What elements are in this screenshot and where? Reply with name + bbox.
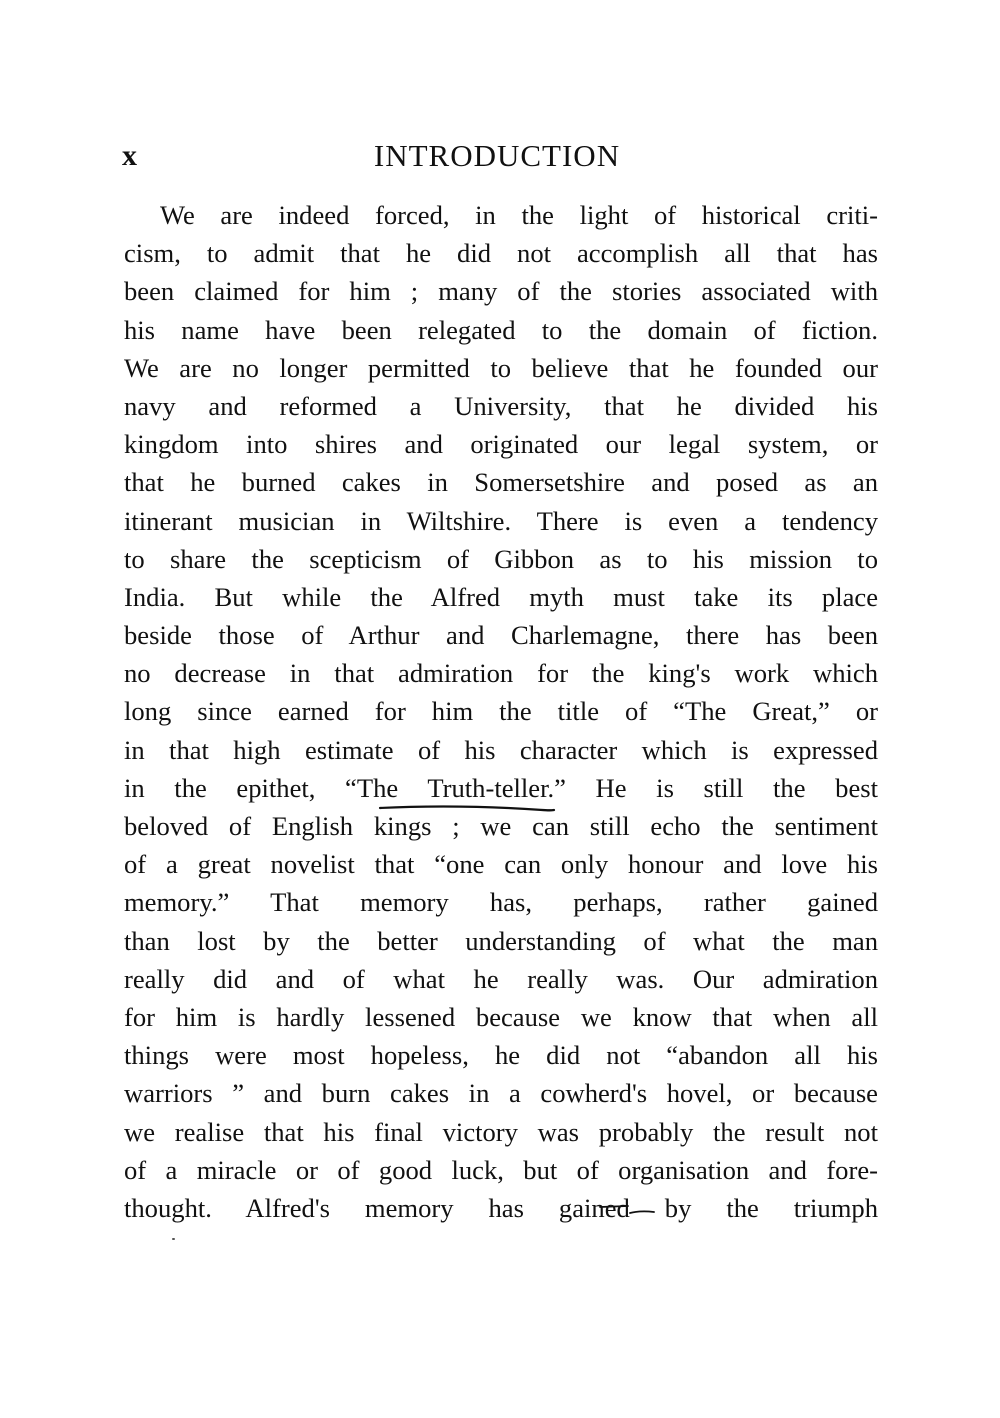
text-line-23: things were most hopeless, he did not “abandon all his — [124, 1040, 878, 1071]
text-line-4: his name have been relegated to the domain of fiction. — [124, 314, 878, 345]
text-line-22: for him is hardly lessened because we know that when all — [124, 1001, 878, 1032]
pencil-underline-mark — [378, 804, 556, 814]
text-line-21: really did and of what he really was. Our admiration — [124, 963, 878, 994]
text-line-3: been claimed for him ; many of the stories associated with — [124, 276, 878, 307]
text-line-8: that he burned cakes in Somersetshire and posed as an — [124, 467, 878, 498]
text-line-11: India. But while the Alfred myth must take its place — [124, 581, 878, 612]
text-line-9: itinerant musician in Wiltshire. There is even a tendency — [124, 505, 878, 536]
text-line-15: in that high estimate of his character which is expressed — [124, 734, 878, 765]
text-line-14: long since earned for him the title of “The Great,” or — [124, 696, 878, 727]
chapter-title: INTRODUCTION — [373, 138, 621, 173]
text-line-10: to share the scepticism of Gibbon as to his mission to — [124, 543, 878, 574]
text-line-6: navy and reformed a University, that he divided his — [124, 390, 878, 421]
body-paragraph — [124, 196, 878, 1227]
text-line-2: cism, to admit that he did not accomplish all that has — [124, 238, 878, 269]
running-head — [122, 134, 880, 178]
text-line-17: beloved of English kings ; we can still echo the sentiment — [124, 811, 878, 841]
text-line-18: of a great novelist that “one can only honour and love his — [124, 849, 878, 880]
text-line-25: we realise that his final victory was probably the result not — [124, 1116, 878, 1147]
text-line-16: in the epithet, “The Truth-teller.” He is still the best — [124, 772, 878, 803]
text-line-13: no decrease in that admiration for the king's work which — [124, 658, 878, 689]
text-line-24: warriors ” and burn cakes in a cowherd's hovel, or because — [124, 1078, 878, 1109]
text-line-1: We are indeed forced, in the light of historical criti- — [160, 200, 878, 230]
text-line-12: beside those of Arthur and Charlemagne, there has been — [124, 620, 878, 651]
text-line-7: kingdom into shires and originated our legal system, or — [124, 429, 878, 460]
paper-speck — [172, 1238, 175, 1240]
text-line-26: of a miracle or of good luck, but of organisation and fore- — [124, 1154, 878, 1185]
pencil-overline-mark — [598, 1204, 656, 1216]
page-number: x — [122, 139, 137, 172]
text-line-20: than lost by the better understanding of what the man — [124, 925, 878, 956]
text-line-27: thought. Alfred's memory has gained by the triumph — [124, 1192, 878, 1223]
text-line-19: memory.” That memory has, perhaps, rather gained — [124, 887, 878, 918]
text-line-5: We are no longer permitted to believe that he founded our — [124, 352, 878, 383]
